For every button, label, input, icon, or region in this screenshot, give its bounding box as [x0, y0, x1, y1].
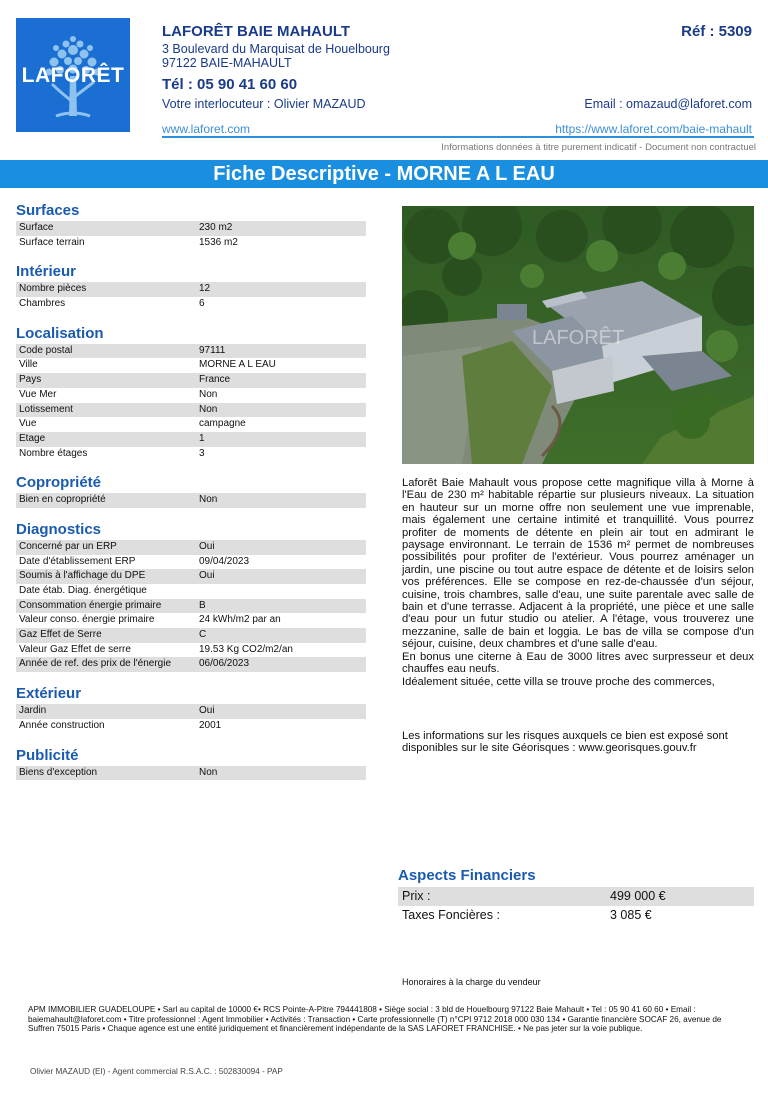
spec-label: Bien en copropriété: [19, 494, 106, 506]
spec-label: Nombre étages: [19, 447, 88, 459]
spec-value: France: [199, 374, 231, 386]
page-title: Fiche Descriptive - MORNE A L EAU: [213, 163, 555, 185]
spec-label: Vue Mer: [19, 388, 57, 400]
spec-value: Non: [199, 388, 218, 400]
header-divider: [162, 136, 754, 138]
reference-number: Réf : 5309: [681, 23, 752, 40]
description-paragraph-3: Idéalement située, cette villa se trouve proche des commerces,: [402, 675, 715, 688]
spec-label: Consommation énergie primaire: [19, 599, 162, 611]
finance-table: [398, 887, 754, 925]
spec-row: [16, 584, 366, 599]
spec-row: [16, 297, 366, 312]
spec-value: 6: [199, 298, 205, 310]
spec-row: [16, 403, 366, 418]
spec-label: Biens d'exception: [19, 766, 98, 778]
spec-value: Oui: [199, 705, 215, 717]
spec-label: Valeur Gaz Effet de serre: [19, 643, 131, 655]
spec-value: campagne: [199, 418, 246, 430]
spec-row: [16, 643, 366, 658]
spec-value: Non: [199, 494, 218, 506]
spec-value: 1536 m2: [199, 236, 238, 248]
spec-label: Chambres: [19, 298, 66, 310]
property-description: [402, 477, 754, 688]
spec-value: 2001: [199, 719, 222, 731]
price-value: 499 000 €: [610, 889, 666, 903]
spec-value: C: [199, 629, 207, 641]
title-bar: [0, 160, 768, 188]
section-title: Intérieur: [16, 263, 77, 281]
address-line-1: 3 Boulevard du Marquisat de Houelbourg: [162, 42, 390, 56]
spec-label: Concerné par un ERP: [19, 540, 117, 552]
spec-row: [16, 613, 366, 628]
spec-value: B: [199, 599, 206, 611]
contact-person: Votre interlocuteur : Olivier MAZAUD: [162, 97, 366, 111]
spec-row: [16, 432, 366, 447]
spec-row: [16, 704, 366, 719]
spec-label: Valeur conso. énergie primaire: [19, 614, 155, 626]
spec-row: [16, 628, 366, 643]
spec-label: Année construction: [19, 719, 105, 731]
spec-row: [16, 417, 366, 432]
spec-row: [16, 719, 366, 734]
spec-value: MORNE A L EAU: [199, 359, 276, 371]
property-photo: [402, 206, 754, 464]
spec-row: [16, 344, 366, 359]
spec-value: 24 kWh/m2 par an: [199, 614, 281, 626]
logo-wordmark: LAFORÊT: [21, 64, 125, 87]
fees-note: Honoraires à la charge du vendeur: [402, 977, 541, 987]
disclaimer: Informations données à titre purement indicatif - Document non contractuel: [441, 142, 756, 153]
spec-row: [16, 373, 366, 388]
spec-value: 3: [199, 447, 205, 459]
spec-row: [16, 221, 366, 236]
spec-label: Surface: [19, 222, 54, 233]
spec-label: Pays: [19, 374, 42, 386]
price-row: [398, 887, 754, 906]
property-tax-row: [398, 906, 754, 925]
agency-phone: Tél : 05 90 41 60 60: [162, 76, 298, 93]
property-specs: [16, 200, 366, 780]
spec-row: [16, 358, 366, 373]
section-title: Diagnostics: [16, 520, 102, 538]
section-title: Publicité: [16, 746, 79, 764]
spec-row: [16, 555, 366, 570]
spec-value: Non: [199, 403, 218, 415]
villa-aerial-image: [402, 206, 754, 464]
laforet-logo: [16, 18, 130, 132]
spec-row: [16, 388, 366, 403]
spec-label: Nombre pièces: [19, 283, 87, 295]
finance-title: Aspects Financiers: [398, 867, 536, 884]
spec-value: 1: [199, 432, 205, 444]
spec-label: Vue: [19, 418, 37, 430]
section-title: Localisation: [16, 324, 104, 342]
spec-label: Code postal: [19, 344, 73, 356]
risks-notice: Les informations sur les risques auxquels ce bien est exposé sont disponibles sur le site Géorisques : www.georisques.gouv.fr: [402, 730, 728, 755]
description-paragraph-2: En bonus une citerne à Eau de 3000 litres avec surpresseur et deux chauffes eau neufs.: [402, 650, 754, 676]
spec-value: 97111: [199, 344, 226, 356]
spec-value: [199, 584, 366, 599]
spec-row: [16, 236, 366, 251]
spec-row: [16, 540, 366, 555]
spec-label: Date étab. Diag. énergétique: [19, 585, 147, 596]
spec-row: [16, 657, 366, 672]
spec-label: Ville: [19, 359, 38, 371]
spec-value: 19.53 Kg CO2/m2/an: [199, 643, 293, 655]
spec-value: 06/06/2023: [199, 658, 250, 670]
spec-row: [16, 766, 366, 781]
spec-label: Soumis à l'affichage du DPE: [19, 570, 146, 582]
spec-label: Etage: [19, 432, 46, 444]
spec-row: [16, 569, 366, 584]
property-tax-value: 3 085 €: [610, 908, 652, 922]
section-title: Copropriété: [16, 474, 102, 492]
spec-label: Lotissement: [19, 403, 73, 415]
description-paragraph-1: Laforêt Baie Mahault vous propose cette magnifique villa à Morne à l'Eau de 230 m² habitable répartie sur plusieurs niveaux. La situation en hauteur sur un morne offre non seulement une vue imprenable, mais également une certaine intimité et tranquillité. Vous pourrez profiter de moments de détente en plein air tout en admirant le paysage environnant. Le terrain de 1536 m² permet de nombreuses possibilités pour profiter de l'extérieur. Vous pourrez aménager un jardin, une piscine ou tout autre espace de détente et de loisirs selon vos préférences. Elle se compose en rez-de-chaussée d'un séjour, cuisine, trois chambres, salle d'eau, une suite parentale avec salle de bain et d'une terrasse. Adjacent à la propriété, une pièce et une salle d'eau pour un futur studio ou atelier. A l'étage, vous trouverez une mezzanine, salle de bain et loggia. Le bas de villa se compose d'un séjour, cuisine, deux chambres et d'une salle d'eau.: [402, 477, 754, 651]
property-tax-label: Taxes Foncières :: [402, 908, 500, 922]
spec-row: [16, 599, 366, 614]
section-title: Extérieur: [16, 685, 82, 703]
contact-email[interactable]: Email : omazaud@laforet.com: [584, 97, 752, 111]
spec-value: Non: [199, 766, 218, 778]
website-link[interactable]: www.laforet.com: [162, 122, 251, 136]
spec-row: [16, 493, 366, 508]
spec-value: 12: [199, 283, 211, 295]
agent-info: Olivier MAZAUD (EI) - Agent commercial R.S.A.C. : 502830094 - PAP: [30, 1067, 283, 1076]
spec-label: Jardin: [19, 705, 47, 717]
spec-value: 09/04/2023: [199, 555, 250, 567]
spec-label: Surface terrain: [19, 236, 85, 248]
spec-value: Oui: [199, 570, 215, 582]
photo-watermark: LAFORÊT: [532, 327, 625, 349]
spec-value: Oui: [199, 540, 215, 552]
agency-name: LAFORÊT BAIE MAHAULT: [162, 23, 351, 40]
address-line-2: 97122 BAIE-MAHAULT: [162, 56, 292, 70]
legal-footer: APM IMMOBILIER GUADELOUPE • Sarl au capital de 10000 €• RCS Pointe-A-Pitre 794441808 • Siège social : 3 bld de Houelbourg 97122 Baie Mahault • Tel : 05 90 41 60 60 • Email : baiemahault@laforet.com • Titre professionnel : Agent Immobilier • Activités : Transaction • Carte professionnelle (T) n°CPI 9712 2018 000 030 134 • Garantie financière SOCAF 26, avenue de Suffren 75015 Paris • Chaque agence est une entité juridiquement et financièrement indépendante de la SAS LAFORET FRANCHISE. • Ne pas jeter sur la voie publique.: [28, 1005, 722, 1034]
spec-value: 230 m2: [199, 222, 233, 233]
spec-row: [16, 447, 366, 462]
section-title: Surfaces: [16, 202, 80, 219]
price-label: Prix :: [402, 889, 431, 903]
spec-label: Gaz Effet de Serre: [19, 629, 102, 641]
agency-page-link[interactable]: https://www.laforet.com/baie-mahault: [555, 122, 752, 136]
spec-label: Année de ref. des prix de l'énergie: [19, 658, 172, 670]
spec-label: Date d'établissement ERP: [19, 555, 136, 567]
spec-row: [16, 282, 366, 297]
